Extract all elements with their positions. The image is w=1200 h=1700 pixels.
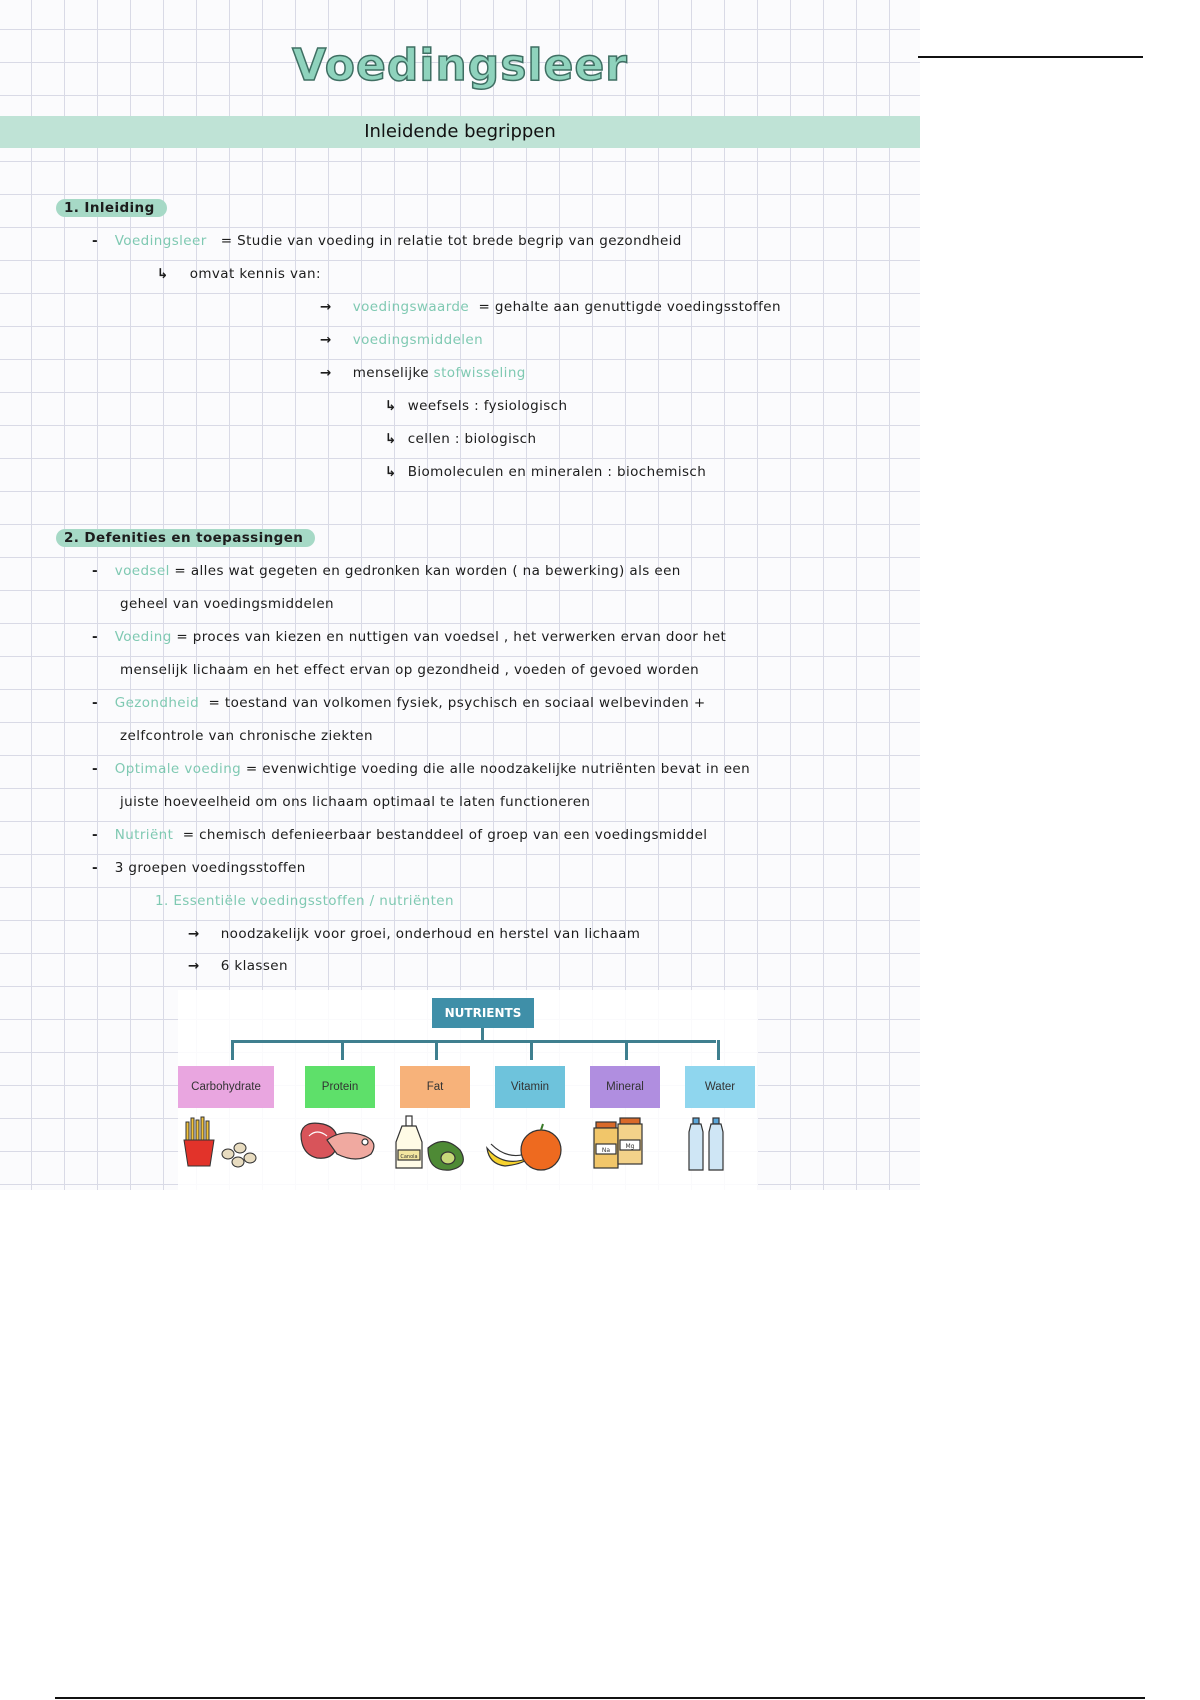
svg-text:Mg: Mg (625, 1143, 635, 1150)
hook-arrow-icon: ↳ (385, 431, 397, 447)
def-nutrient (92, 827, 707, 843)
subtitle-banner (0, 116, 920, 148)
term: voedsel (114, 563, 170, 579)
def-optimale-voeding-cont: juiste hoeveelheid om ons lichaam optimaal te laten functioneren (120, 794, 591, 810)
groepen-line (92, 860, 306, 876)
def-voeding (92, 629, 726, 645)
term: voedingsmiddelen (352, 332, 484, 348)
def-voedsel-cont: geheel van voedingsmiddelen (120, 596, 334, 612)
text: Biomoleculen en mineralen : biochemisch (407, 464, 707, 480)
header-rule-right (918, 56, 1143, 58)
connector-fat (435, 1040, 438, 1060)
term: Optimale voeding (114, 761, 242, 777)
dash-bullet: - (92, 761, 99, 777)
category-carbohydrate: Carbohydrate (178, 1066, 274, 1108)
term: Voeding (114, 629, 172, 645)
fries-and-nuts-icon (180, 1114, 270, 1176)
svg-text:Canola: Canola (400, 1154, 418, 1160)
category-protein: Protein (305, 1066, 375, 1108)
connector-water (717, 1040, 720, 1060)
connector-mineral (625, 1040, 628, 1060)
sub-voedingswaarde (320, 299, 781, 315)
term: voedingswaarde (352, 299, 470, 315)
connector-vitamin (530, 1040, 533, 1060)
dash-bullet: - (92, 233, 99, 249)
def-voeding-cont: menselijk lichaam en het effect ervan op gezondheid , voeden of gevoed worden (120, 662, 700, 678)
definition: = proces van kiezen en nuttigen van voedsel , het verwerken ervan door het (176, 629, 727, 645)
connector-carbohydrate (231, 1040, 234, 1060)
dash-bullet: - (92, 695, 99, 711)
category-water: Water (685, 1066, 755, 1108)
definition: = toestand van volkomen fysiek, psychisch en sociaal welbevinden + (208, 695, 706, 711)
definition: = gehalte aan genuttigde voedingsstoffen (478, 299, 781, 315)
dash-bullet: - (92, 860, 99, 876)
right-arrow-icon: → (188, 958, 200, 974)
nutrients-diagram (178, 990, 758, 1190)
definition: = Studie van voeding in relatie tot brede begrip van gezondheid (220, 233, 682, 249)
text: weefsels : fysiologisch (407, 398, 568, 414)
section1-heading: 1. Inleiding (56, 200, 167, 216)
def-gezondheid (92, 695, 706, 711)
term: Gezondheid (114, 695, 200, 711)
omvat-line (157, 266, 321, 282)
hook-arrow-icon: ↳ (157, 266, 169, 282)
footer-rule (55, 1697, 1145, 1699)
def-optimale-voeding (92, 761, 750, 777)
text: cellen : biologisch (407, 431, 537, 447)
groei-line (188, 926, 640, 942)
sub-biomoleculen (385, 464, 706, 480)
subtitle-text: Inleidende begrippen (364, 121, 556, 142)
prefix: menselijke (352, 365, 429, 381)
sub-weefsels (385, 398, 567, 414)
category-fat: Fat (400, 1066, 470, 1108)
text: noodzakelijk voor groei, onderhoud en herstel van lichaam (220, 926, 641, 942)
sub-voedingsmiddelen (320, 332, 483, 348)
essentiele-voedingsstoffen: 1. Essentiële voedingsstoffen / nutriënten (155, 893, 454, 909)
svg-text:Na: Na (601, 1147, 611, 1154)
meat-icon (293, 1114, 383, 1176)
page-title: Voedingsleer (292, 40, 628, 91)
dash-bullet: - (92, 563, 99, 579)
category-mineral: Mineral (590, 1066, 660, 1108)
connector-protein (341, 1040, 344, 1060)
text: 6 klassen (220, 958, 288, 974)
right-arrow-icon: → (188, 926, 200, 942)
def-voedsel (92, 563, 681, 579)
term: Nutriënt (114, 827, 174, 843)
term: Voedingsleer (114, 233, 207, 249)
sub-cellen (385, 431, 536, 447)
connector-horizontal (231, 1040, 716, 1043)
hook-arrow-icon: ↳ (385, 398, 397, 414)
dash-bullet: - (92, 827, 99, 843)
right-arrow-icon: → (320, 299, 332, 315)
mineral-jars-icon (578, 1114, 668, 1176)
right-arrow-icon: → (320, 365, 332, 381)
text: 3 groepen voedingsstoffen (114, 860, 306, 876)
oil-avocado-icon (388, 1114, 478, 1176)
water-bottles-icon (673, 1114, 763, 1176)
klassen-line (188, 958, 288, 974)
nutrients-root-box: NUTRIENTS (432, 998, 534, 1028)
definition: = chemisch defenieerbaar bestanddeel of groep van een voedingsmiddel (182, 827, 708, 843)
term: stofwisseling (433, 365, 526, 381)
definition: = alles wat gegeten en gedronken kan worden ( na bewerking) als een (174, 563, 681, 579)
hook-arrow-icon: ↳ (385, 464, 397, 480)
def-gezondheid-cont: zelfcontrole van chronische ziekten (120, 728, 373, 744)
section2-heading: 2. Defenities en toepassingen (56, 530, 315, 546)
def-voedingsleer (92, 233, 682, 249)
dash-bullet: - (92, 629, 99, 645)
definition: = evenwichtige voeding die alle noodzakelijke nutriënten bevat in een (245, 761, 751, 777)
category-vitamin: Vitamin (495, 1066, 565, 1108)
right-arrow-icon: → (320, 332, 332, 348)
banana-orange-icon (483, 1114, 573, 1176)
omvat-text: omvat kennis van: (189, 266, 321, 282)
sub-stofwisseling (320, 365, 526, 381)
